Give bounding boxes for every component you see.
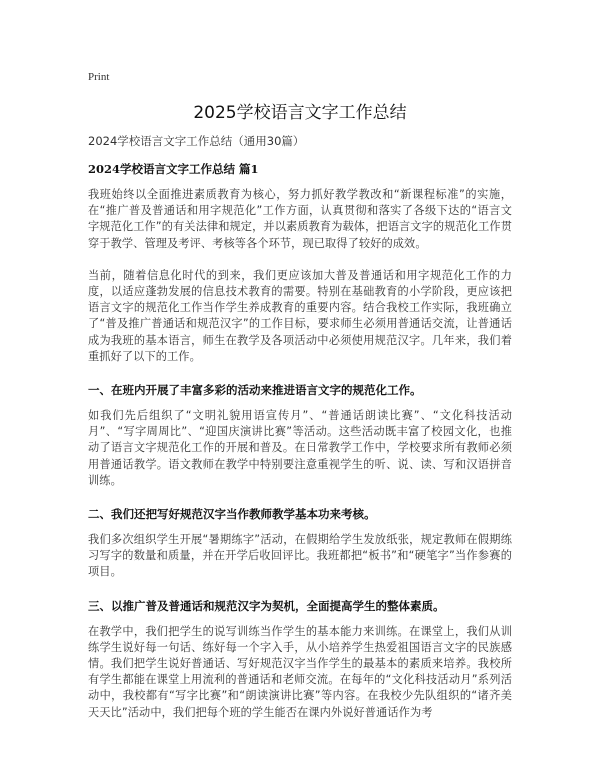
paragraph-1: 我班始终以全面推进素质教育为核心，努力抓好教学教改和“新课程标准”的实施，在“推广普及普通话和用字规范化”工作方面，认真贯彻和落实了各级下达的“语言文字规范化工作”的有关法律和规定，并以素质教育为载体，把语言文字的规范化工作贯穿于教学、管理及考评、考核等各个环节，现已取得了较好的成效。 [88, 188, 512, 250]
heading-1: 一、在班内开展了丰富多彩的活动来推进语言文字的规范化工作。 [88, 383, 422, 398]
paragraph-5: 在教学中，我们把学生的说写训练当作学生的基本能力来训练。在课堂上，我们从训练学生说好每一句话、练好每一个字入手，从小培养学生热爱祖国语言文字的民族感情。我们把学生说好普通话、写好规范汉字当作学生的最基本的素质来培养。我校所有学生都能在课堂上用流利的普通话和老师交流。在每年的“文化科技活动月”系列活动中，我校都有“写字比赛”和“朗读演讲比赛”等内容。在我校少先队组织的“诸齐美天天比”活动中，我们把每个班的学生能否在课内外说好普通话作为考 [88, 624, 512, 719]
print-link[interactable]: Print [88, 71, 110, 83]
paragraph-3: 如我们先后组织了“文明礼貌用语宣传月”、“普通话朗读比赛”、“文化科技活动月”、“写字周周比”、“迎国庆演讲比赛”等活动。这些活动既丰富了校园文化，也推动了语言文字规范化工作的开展和普及。在日常教学工作中，学校要求所有教师必须用普通话教学。语文教师在教学中特别要注意重视学生的听、说、读、写和汉语拼音训练。 [88, 409, 512, 487]
section-title: 2024学校语言文字工作总结 篇1 [88, 162, 259, 176]
heading-2: 二、我们还把写好规范汉字当作教师教学基本功来考核。 [88, 507, 376, 522]
page-title: 2025学校语言文字工作总结 [193, 103, 407, 123]
heading-3: 三、以推广普及普通话和规范汉字为契机，全面提高学生的整体素质。 [88, 598, 445, 613]
paragraph-2: 当前，随着信息化时代的到来，我们更应该加大普及普通话和用字规范化工作的力度，以适应蓬勃发展的信息技术教育的需要。特别在基础教育的小学阶段，更应该把语言文字的规范化工作当作学生养成教育的重要内容。结合我校工作实际，我班确立了“普及推广普通话和规范汉字”的工作目标，要求师生必须用普通话交流，让普通话成为我班的基本语言，师生在教学及各项活动中必须使用规范汉字。几年来，我们着重抓好了以下的工作。 [88, 268, 512, 363]
document-body [88, 133, 512, 738]
paragraph-4: 我们多次组织学生开展“暑期练字”活动，在假期给学生发放纸张，规定教师在假期练习写字的数量和质量，并在开学后收回评比。我班都把“板书”和“硬笔字”当作参赛的项目。 [88, 533, 512, 579]
document-subtitle: 2024学校语言文字工作总结（通用30篇） [88, 134, 305, 148]
